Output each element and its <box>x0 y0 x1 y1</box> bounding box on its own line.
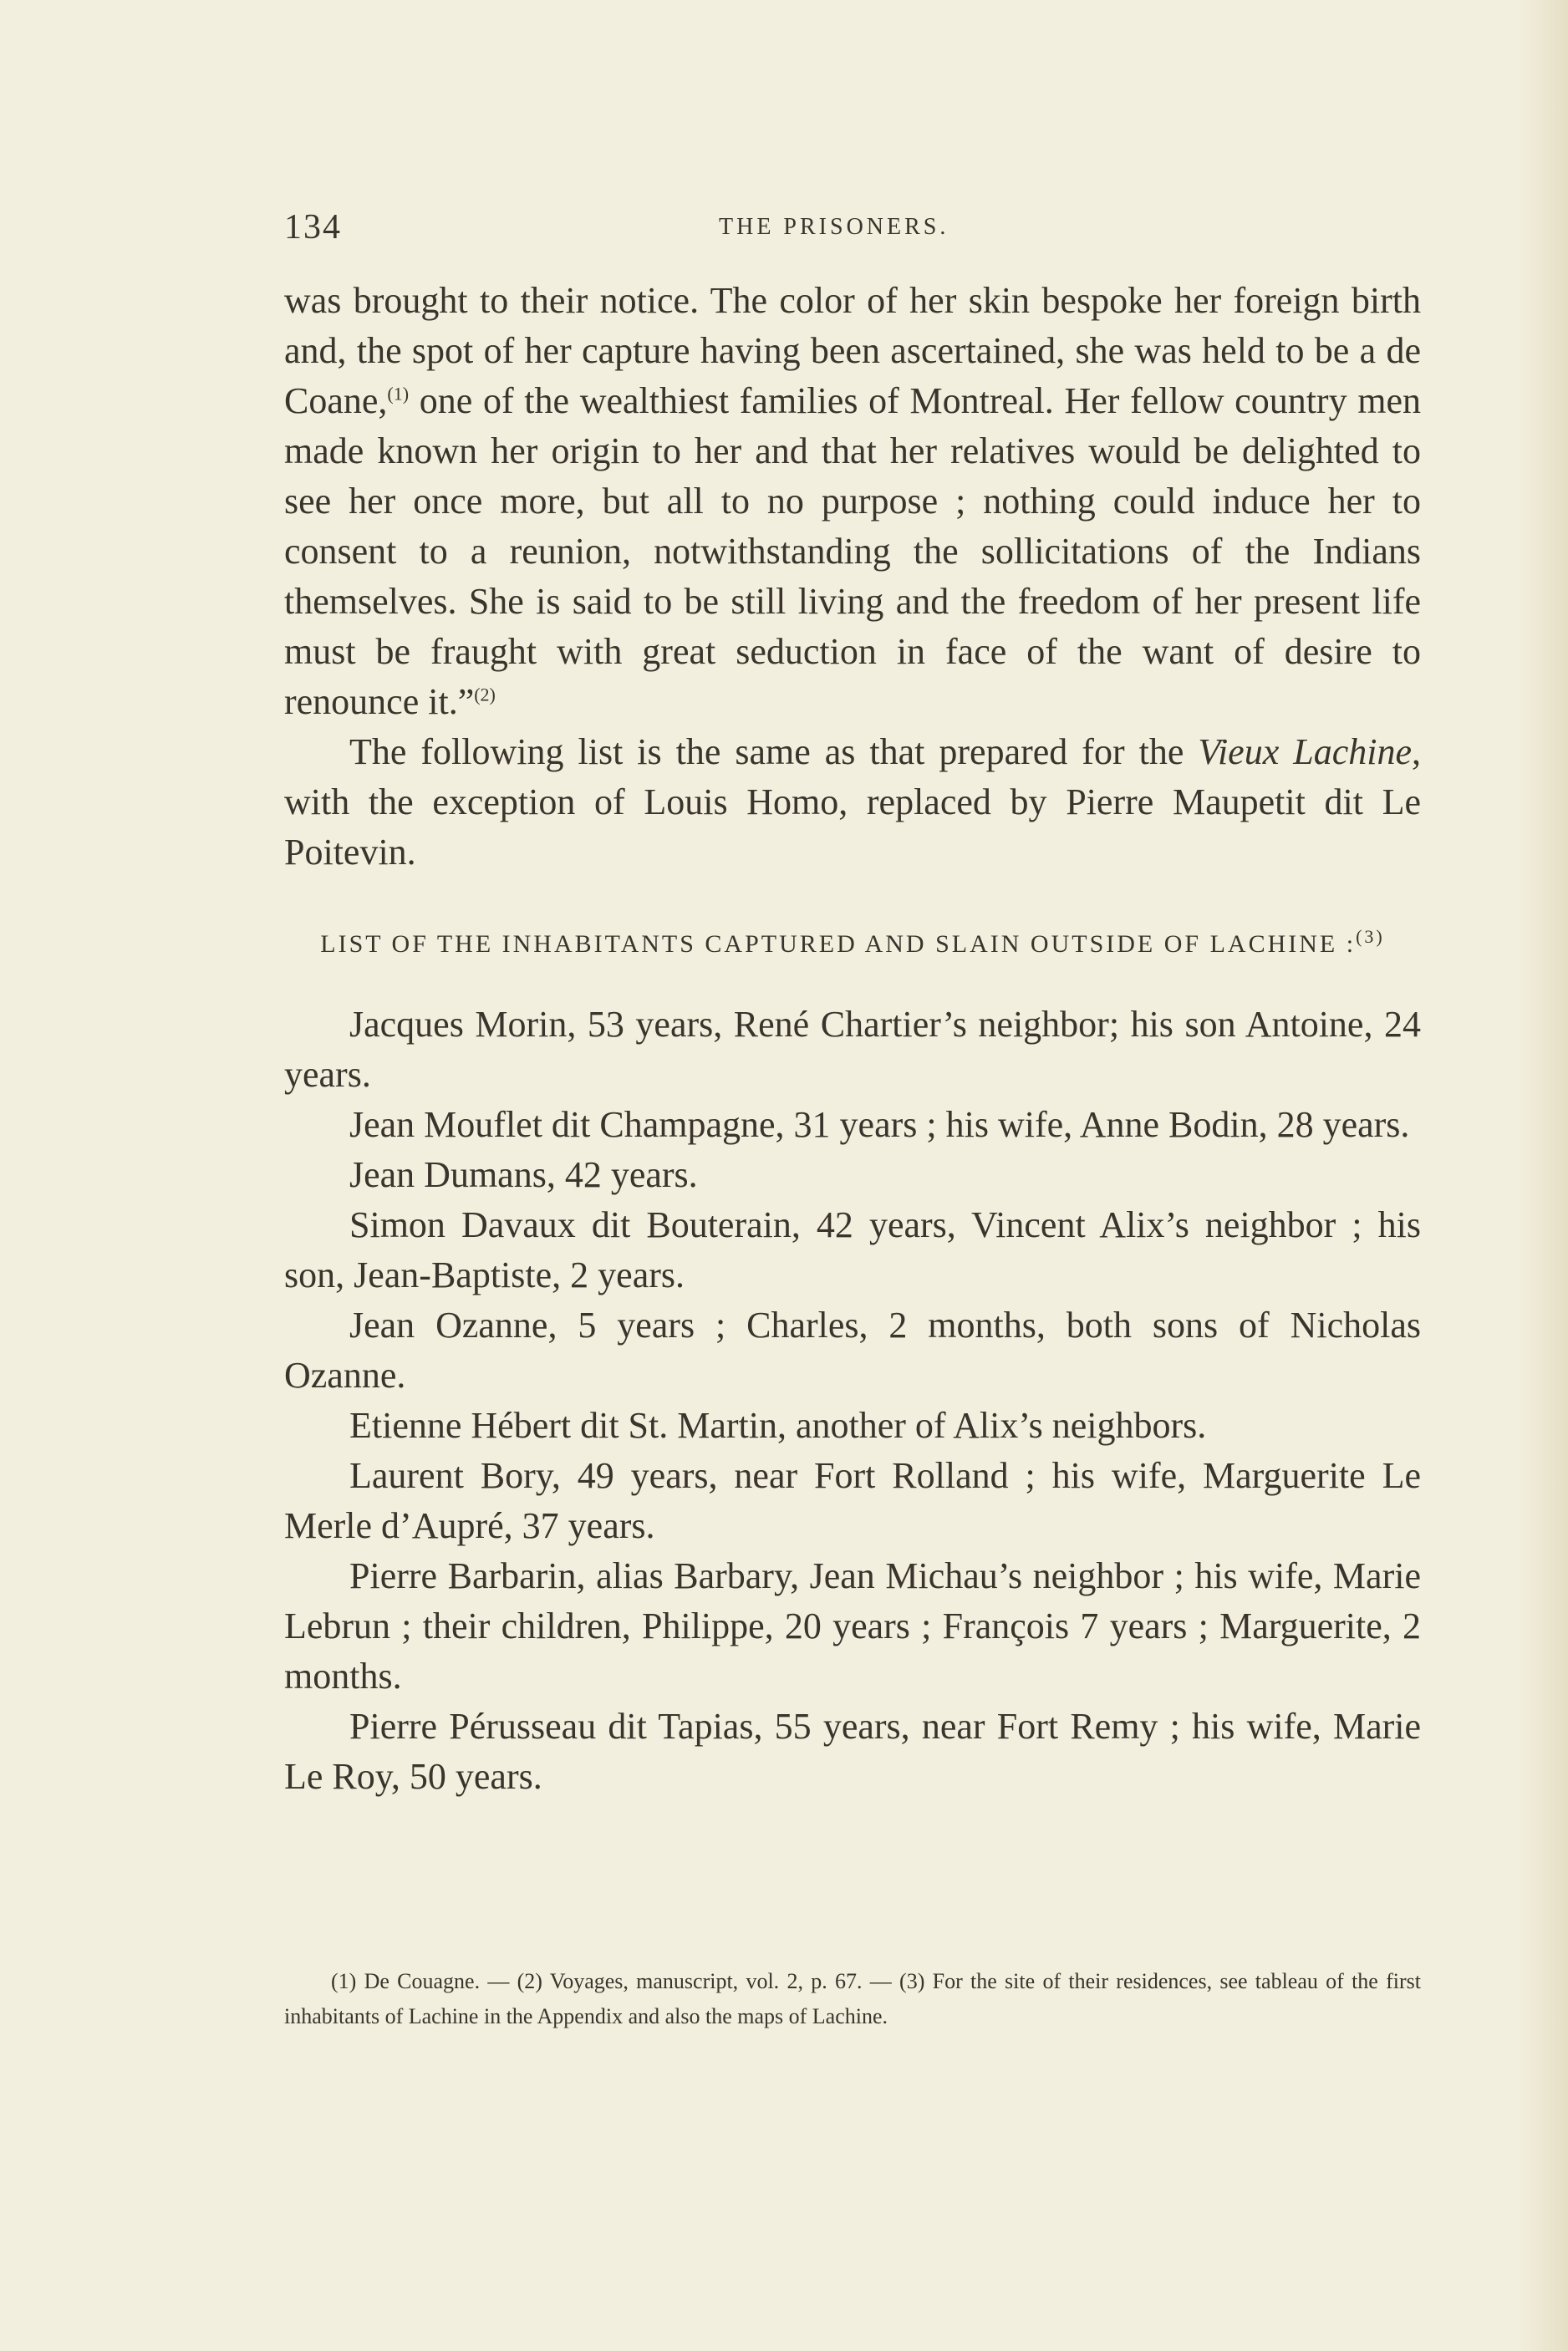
footnote-ref-3: (3) <box>1356 926 1385 947</box>
footnotes <box>284 1964 1421 2034</box>
footnote-text: (1) De Couagne. — (2) Voyages, manuscript, vol. 2, p. 67. — (3) For the site of their residences, see tableau of the first inhabitants of Lachine in the Appendix and also the maps of Lachine. <box>284 1969 1421 2028</box>
footnote-ref-2: (2) <box>474 684 496 705</box>
body-text <box>284 276 1421 1802</box>
list-entry: Jean Dumans, 42 years. <box>349 1154 698 1195</box>
list-heading: LIST OF THE INHABITANTS CAPTURED AND SLAIN OUTSIDE OF LACHINE :$^{(3)}$ <box>320 926 1385 958</box>
footnote-ref-1: (1) <box>387 383 410 405</box>
paragraph-following-list: The following list is the same as that prepared for the Vieux Lachine, with the exception of Louis Homo, replaced by Pierre Maupetit dit Le Poitevin. <box>284 731 1421 873</box>
list-entry: Laurent Bory, 49 years, near Fort Rolland ; his wife, Marguerite Le Merle d’Aupré, 37 years. <box>284 1455 1421 1546</box>
list-entry: Jean Ozanne, 5 years ; Charles, 2 months, both sons of Nicholas Ozanne. <box>284 1305 1421 1396</box>
book-title-italic: Vieux Lachine <box>1198 731 1412 772</box>
page-header <box>284 207 1421 249</box>
list-entry: Pierre Barbarin, alias Barbary, Jean Michau’s neighbor ; his wife, Marie Lebrun ; their children, Philippe, 20 years ; François 7 years ; Marguerite, 2 months. <box>284 1555 1421 1697</box>
paragraph-continued: was brought to their notice. The color of her skin bespoke her foreign birth and, the spot of her capture having been ascertained, she was held to be a de Coane,$^{(1)}$ one of the wealthiest families of Montreal. Her fellow country men made known her origin to her and that her relatives would be delighted to see her once more, but all to no purpose ; nothing could induce her to consent to a reunion, notwithstanding the sollicitations of the Indians themselves. She is said to be still living and the freedom of her present life must be fraught with great seduction in face of the want of desire to renounce it.”$^{(2)}$ <box>284 280 1421 722</box>
list-entry: Simon Davaux dit Bouterain, 42 years, Vincent Alix’s neighbor ; his son, Jean-Baptiste, 2 years. <box>284 1204 1421 1295</box>
list-entry: Etienne Hébert dit St. Martin, another of Alix’s neighbors. <box>349 1405 1207 1446</box>
list-entry: Jean Mouflet dit Champagne, 31 years ; his wife, Anne Bodin, 28 years. <box>349 1104 1410 1145</box>
page-number: 134 <box>284 208 342 247</box>
running-title: THE PRISONERS. <box>719 214 949 240</box>
list-entry: Jacques Morin, 53 years, René Chartier’s neighbor; his son Antoine, 24 years. <box>284 1004 1421 1095</box>
page-edge-shadow <box>1518 0 1568 2351</box>
list-entry: Pierre Pérusseau dit Tapias, 55 years, near Fort Remy ; his wife, Marie Le Roy, 50 years. <box>284 1706 1421 1797</box>
